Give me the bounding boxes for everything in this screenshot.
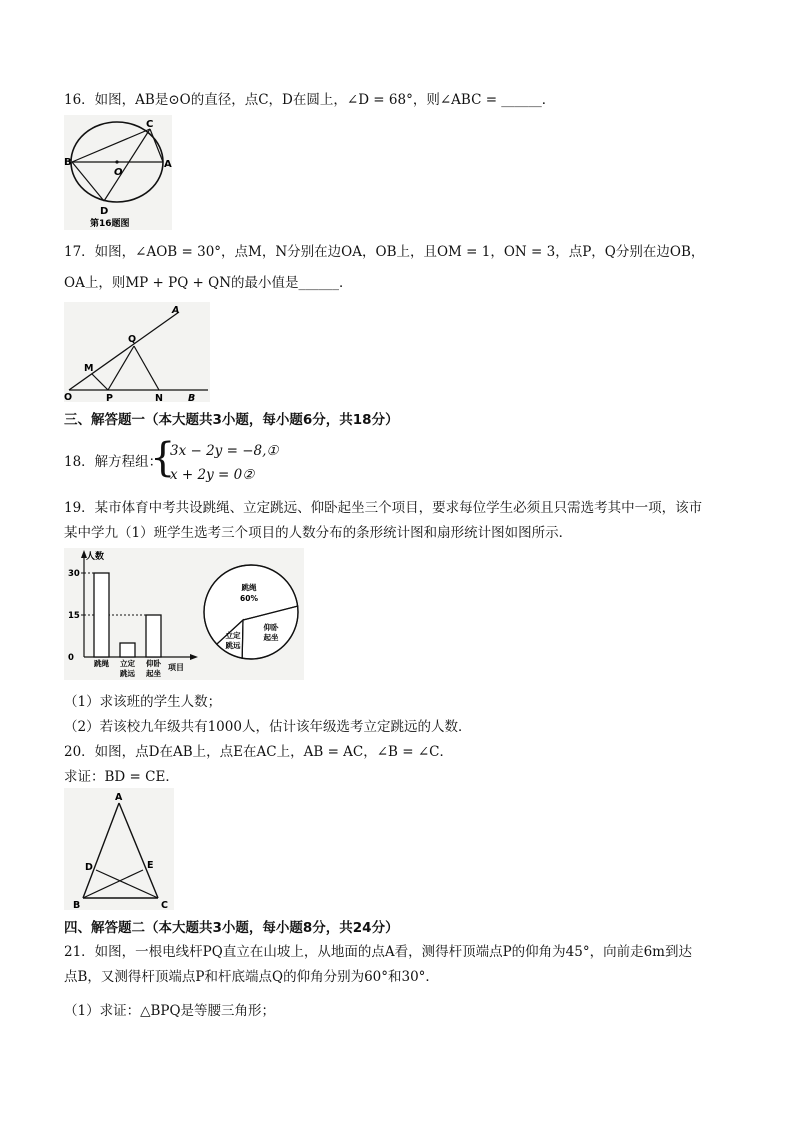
bar-chart	[64, 548, 304, 680]
pie-label-仰卧起坐-0: 仰卧	[263, 623, 279, 632]
equation-brace: {	[150, 435, 176, 481]
q18-equation-2: x + 2y = 0②	[170, 467, 255, 483]
q21-line-1: 21．如图，一根电线杆PQ直立在山坡上，从地面的点A看，测得杆顶端点P的仰角为45°，向前走6m到达	[64, 944, 692, 960]
q20-line-2: 求证：BD = CE．	[64, 769, 179, 785]
question-20	[64, 742, 744, 787]
q20-figure	[64, 788, 174, 910]
bar-跳绳	[94, 573, 109, 657]
segment-mp	[92, 374, 108, 390]
y-tick-30: 30	[68, 569, 80, 579]
q19-line-1: 19．某市体育中考共设跳绳、立定跳远、仰卧起坐三个项目，要求每位学生必须且只需选考其中一项，该市	[64, 500, 703, 516]
figure-caption: 第16题图	[90, 219, 130, 229]
label-c: C	[161, 900, 168, 910]
ray-oa	[69, 312, 179, 390]
y-axis-label: 人数	[86, 552, 105, 562]
label-b: B	[188, 393, 196, 402]
q19-sub-2: （2）若该校九年级共有1000人，估计该年级选考立定跳远的人数．	[64, 719, 472, 735]
q16-text: 16．如图，AB是⊙O的直径，点C，D在圆上，∠D = 68°，则∠ABC = ______．	[64, 92, 556, 108]
label-b: B	[73, 900, 81, 910]
y-tick-15: 15	[68, 611, 80, 621]
question-16	[64, 90, 744, 110]
q19-subquestions	[64, 692, 744, 737]
pie-label-仰卧起坐-1: 起坐	[263, 633, 279, 642]
q17-line-1: 17．如图，∠AOB = 30°，点M，N分别在边OA，OB上，且OM = 1，ON = 3，点P，Q分别在边OB，	[64, 244, 705, 260]
label-q: Q	[128, 334, 137, 345]
q19-sub-1: （1）求该班的学生人数；	[64, 694, 222, 710]
label-d: D	[100, 206, 109, 217]
bar-仰卧起坐	[146, 615, 161, 657]
category-label-仰卧起坐-1: 起坐	[146, 669, 161, 678]
pie-label-跳绳: 跳绳	[241, 583, 257, 592]
chord-ca	[150, 129, 163, 162]
section-3-heading: 三、解答题一（本大题共3小题，每小题6分，共18分）	[64, 412, 399, 428]
q19-charts	[64, 548, 304, 680]
category-label-立定跳远-1: 跳远	[120, 669, 135, 678]
q17-figure	[64, 302, 210, 402]
label-a: A	[115, 792, 123, 803]
side-ac	[119, 803, 158, 898]
label-c: C	[146, 119, 154, 130]
center-o	[115, 160, 118, 163]
label-m: M	[84, 363, 94, 374]
category-label-跳绳-0: 跳绳	[94, 659, 109, 668]
q18-system	[170, 441, 370, 485]
q20-line-1: 20．如图，点D在AB上，点E在AC上，AB = AC，∠B = ∠C．	[64, 744, 454, 760]
label-d: D	[85, 862, 93, 873]
q18-equation-1: 3x − 2y = −8,①	[170, 443, 279, 459]
label-b: B	[64, 157, 72, 168]
section-4-heading: 四、解答题二（本大题共3小题，每小题8分，共24分）	[64, 920, 399, 936]
question-17	[64, 242, 744, 293]
q17-line-2: OA上，则MP + PQ + QN的最小值是______．	[64, 275, 353, 291]
category-label-立定跳远-0: 立定	[120, 659, 135, 668]
label-p: P	[106, 393, 113, 402]
label-o: O	[114, 167, 123, 178]
bar-立定跳远	[120, 643, 135, 657]
category-label-仰卧起坐-0: 仰卧	[146, 659, 161, 668]
pie-label-立定跳远-0: 立定	[225, 631, 241, 640]
pie-label-立定跳远-1: 跳远	[225, 641, 241, 650]
q18-prefix: 18．解方程组：	[64, 454, 163, 470]
y-tick-0: 0	[68, 653, 74, 663]
label-n: N	[155, 393, 163, 402]
label-a: A	[172, 305, 180, 316]
question-21	[64, 942, 744, 1021]
x-axis-arrow	[190, 654, 198, 660]
pie-percent-跳绳: 60%	[240, 594, 258, 603]
chord-dc	[104, 129, 150, 201]
question-19	[64, 498, 744, 543]
x-axis-label: 项目	[168, 663, 184, 672]
q16-figure	[64, 115, 172, 230]
q21-line-2: 点B，又测得杆顶端点P和杆底端点Q的仰角分别为60°和30°．	[64, 969, 439, 985]
q19-line-2: 某中学九（1）班学生选考三个项目的人数分布的条形统计图和扇形统计图如图所示．	[64, 525, 573, 541]
q21-sub-1: （1）求证：△BPQ是等腰三角形；	[64, 1003, 276, 1019]
label-o: O	[64, 392, 73, 402]
label-a: A	[164, 159, 172, 170]
segment-qn	[134, 346, 159, 390]
label-e: E	[147, 860, 154, 871]
